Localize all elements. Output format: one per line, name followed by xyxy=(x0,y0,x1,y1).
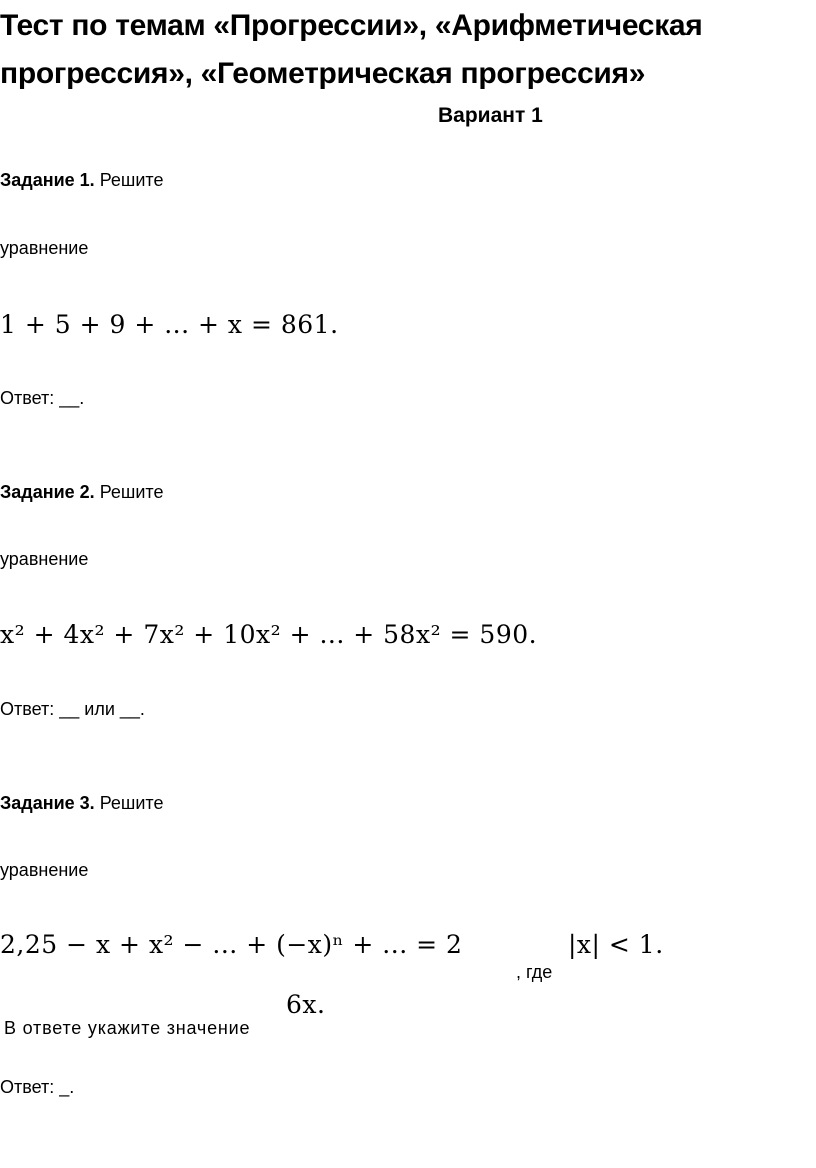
task-3-instruction: В ответе укажите значение xyxy=(4,1018,251,1038)
task-2-text-2: уравнение xyxy=(0,549,89,569)
task-1-answer: Ответ: __. xyxy=(0,388,85,408)
task-2-text: Решите xyxy=(94,482,164,502)
task-1-label: Задание 1. xyxy=(0,170,95,190)
variant-heading: Вариант 1 xyxy=(438,104,543,127)
task-1-text: Решите xyxy=(94,170,164,190)
task-3-equation-text: 2,25 − x + x² − ... + (−x)ⁿ + ... = 2 xyxy=(0,930,463,959)
task-3-heading xyxy=(0,793,163,814)
task-2-equation-text: x² + 4x² + 7x² + 10x² + ... + 58x² = 590. xyxy=(0,620,538,649)
title-line-2: прогрессия», «Геометрическая прогрессия» xyxy=(0,57,646,90)
task-3-equation xyxy=(0,930,462,959)
task-1-equation-text: 1 + 5 + 9 + ... + x = 861. xyxy=(0,310,339,339)
title-line-1: Тест по темам «Прогрессии», «Арифметическая xyxy=(0,9,703,42)
task-2-answer: Ответ: __ или __. xyxy=(0,699,145,719)
task-1-text-2: уравнение xyxy=(0,238,89,258)
task-3-value-expr: 6x. xyxy=(286,990,326,1019)
task-3-answer: Ответ: _. xyxy=(0,1077,75,1097)
task-1-heading xyxy=(0,170,163,191)
task-2-heading xyxy=(0,482,163,503)
task-3-text-2: уравнение xyxy=(0,860,89,880)
task-3-label: Задание 3. xyxy=(0,793,95,813)
task-2-equation xyxy=(0,620,537,649)
task-3-where: , где xyxy=(516,962,553,982)
task-2-label: Задание 2. xyxy=(0,482,95,502)
task-3-condition: |x| < 1. xyxy=(568,930,664,959)
page-title xyxy=(0,2,703,98)
task-1-equation xyxy=(0,310,339,339)
task-3-text: Решите xyxy=(94,793,164,813)
